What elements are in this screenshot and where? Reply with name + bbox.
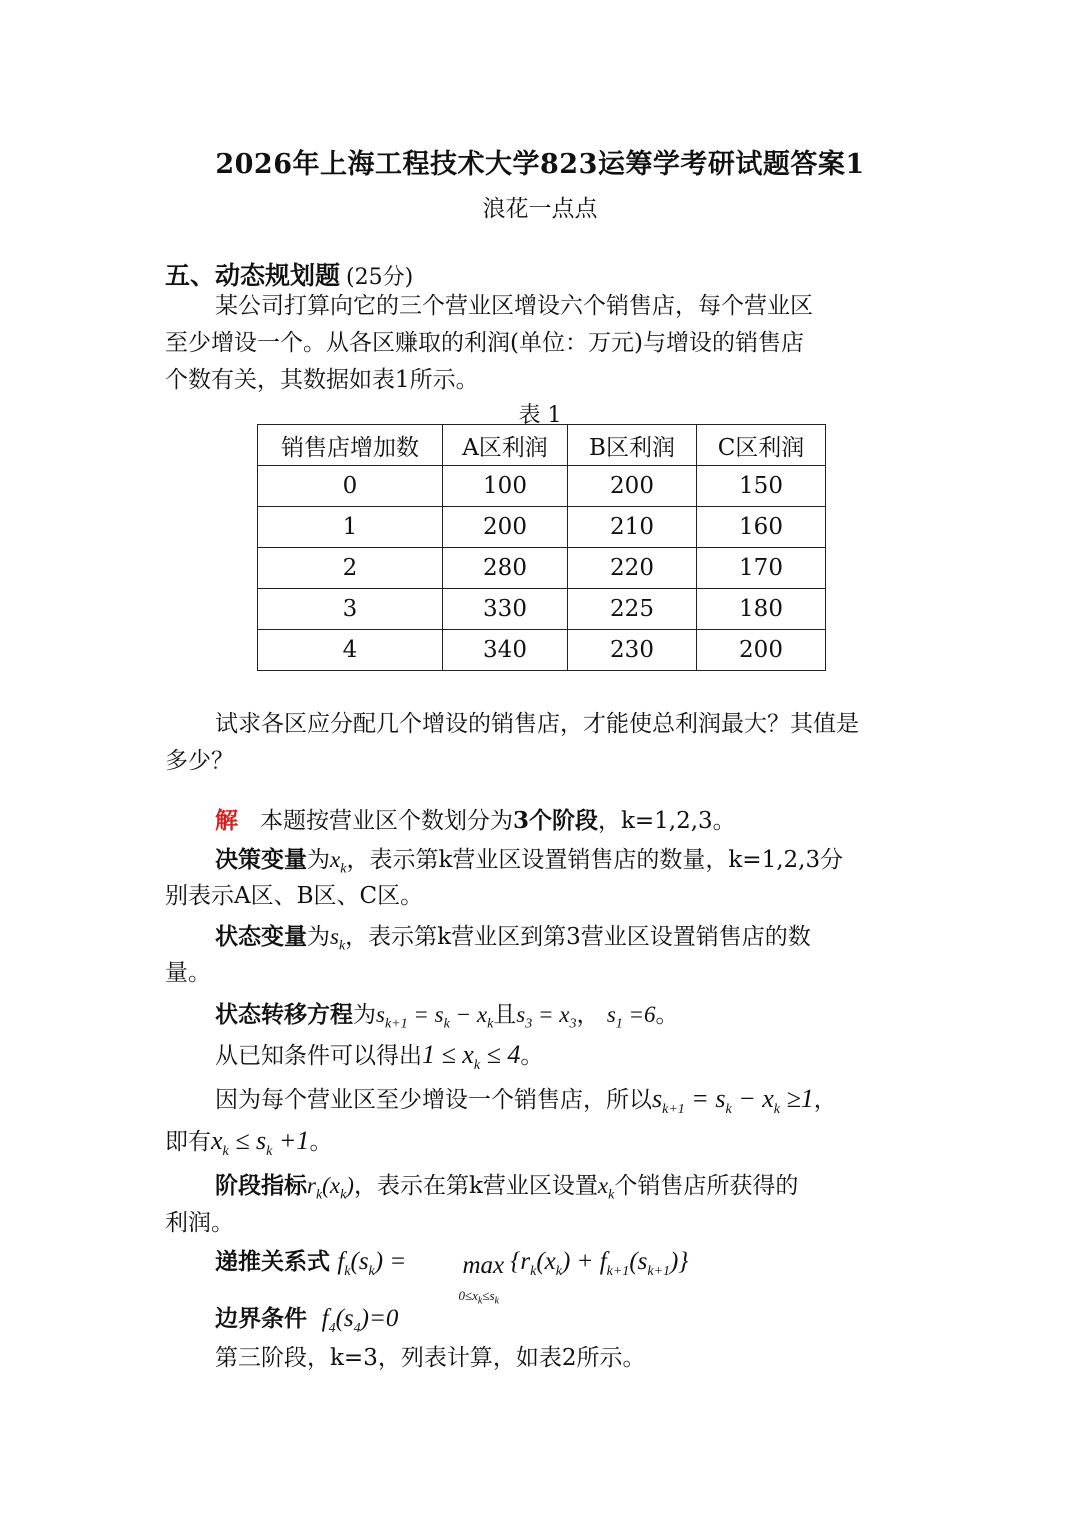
boundary-label: 边界条件: [215, 1305, 307, 1332]
solution-intro: [165, 802, 917, 840]
table-cell: 200: [443, 507, 568, 548]
state-text: ，表示第k营业区到第3营业区设置销售店的数: [345, 924, 811, 950]
formula-transition: $s_{k+1} = s_k - x_k$: [376, 1002, 494, 1032]
problem-line-3: 个数有关，其数据如表1所示。: [165, 367, 479, 393]
table-cell: 100: [443, 466, 568, 507]
table-cell: 180: [697, 589, 826, 630]
table-cell: 200: [568, 466, 697, 507]
transition-for: 为: [353, 1002, 376, 1028]
problem-line-2: 至少增设一个。从各区赚取的利润(单位：万元)与增设的销售店: [165, 330, 804, 356]
stage-index-line-2: 利润。: [165, 1210, 234, 1236]
table-cell: 150: [697, 466, 826, 507]
known-text: 从已知条件可以得出: [215, 1043, 422, 1069]
table-row: [258, 507, 826, 548]
because-line: 因为每个营业区至少增设一个销售店，所以$s_{k+1} = s_k - x_k \ge 1$，: [215, 1084, 837, 1118]
table-caption: 表 1: [518, 403, 562, 428]
table-cell: 1: [258, 507, 443, 548]
formula-boundary: $f_4(s_4)=0$: [321, 1305, 399, 1336]
table-header-cell: C区利润: [697, 425, 826, 466]
recursion-line: [165, 1243, 917, 1307]
section-title: 五、动态规划题: [165, 261, 341, 290]
table-cell: 3: [258, 589, 443, 630]
table-header-row: [258, 425, 826, 466]
transition-and: 且: [493, 1002, 517, 1028]
table-header-cell: A区利润: [443, 425, 568, 466]
because-text: 因为每个营业区至少增设一个销售店，所以: [215, 1087, 652, 1113]
table-cell: 280: [443, 548, 568, 589]
table-header-cell: B区利润: [568, 425, 697, 466]
section-points: (25分): [346, 265, 414, 290]
decision-label: 决策变量: [215, 846, 307, 873]
formula-xk-bound: $x_k \le s_k +1$: [211, 1126, 310, 1160]
third-stage-line: 第三阶段，k=3，列表计算，如表2所示。: [215, 1345, 646, 1371]
table-cell: 330: [443, 589, 568, 630]
table-cell: 340: [443, 630, 568, 671]
table-row: [258, 548, 826, 589]
problem-line-1: 某公司打算向它的三个营业区增设六个销售店，每个营业区: [215, 293, 813, 319]
table-header-cell: 销售店增加数: [258, 425, 443, 466]
table-cell: 160: [697, 507, 826, 548]
solution-stage-post: ，k=1,2,3。: [597, 808, 736, 834]
question-line-1: 试求各区应分配几个增设的销售店，才能使总利润最大？其值是: [215, 711, 859, 737]
author: 浪花一点点: [482, 196, 598, 222]
decision-text: ，表示第k营业区设置销售店的数量，k=1,2,3分: [346, 847, 844, 873]
solution-marker: 解: [215, 807, 238, 834]
decision-for: 为: [307, 847, 330, 873]
table-cell: 220: [568, 548, 697, 589]
formula-sk: $s_k$: [330, 924, 346, 954]
jiyou-text: 即有: [165, 1129, 211, 1155]
formula-s3: $s_3 = x_3$: [516, 1002, 577, 1032]
section-heading: [165, 256, 413, 292]
profit-table: [257, 424, 826, 671]
table-cell: 0: [258, 466, 443, 507]
recursion-label: 递推关系式: [215, 1248, 330, 1275]
formula-xk-2: $x_k$: [597, 1173, 615, 1203]
transition-label: 状态转移方程: [215, 1001, 353, 1028]
table-cell: 200: [697, 630, 826, 671]
table-row: [258, 589, 826, 630]
page-title: 2026年上海工程技术大学823运筹学考研试题答案1: [215, 149, 865, 180]
formula-range: $1 \le x_k \le 4$: [422, 1040, 521, 1074]
state-variable-line-2: 量。: [165, 960, 211, 986]
table-row: [258, 630, 826, 671]
formula-rk: $r_k(x_k)$: [307, 1173, 354, 1203]
solution-stage-bold: 3个阶段: [512, 807, 598, 834]
decision-variable-line-2: 别表示A区、B区、C区。: [165, 883, 424, 909]
formula-inequality: $s_{k+1} = s_k - x_k \ge 1$: [652, 1084, 814, 1118]
table-row: [258, 466, 826, 507]
transition-line: 状态转移方程为$s_{k+1} = s_k - x_k$且$s_3 = x_3$， $s_1 =6$。: [215, 1001, 679, 1032]
formula-s1: $s_1 =6$: [606, 1002, 656, 1032]
table-cell: 170: [697, 548, 826, 589]
table-cell: 210: [568, 507, 697, 548]
state-for: 为: [307, 924, 330, 950]
state-label: 状态变量: [215, 923, 307, 950]
solution-stage-pre: 本题按营业区个数划分为: [259, 808, 513, 834]
jiyou-line: 即有$x_k \le s_k +1$。: [165, 1126, 333, 1160]
stage-index-text-2: 个销售店所获得的: [614, 1173, 799, 1199]
formula-recursion: $f_k(s_k) = \max$ $0\le x_k\le s_k$ $\{r_k(x_k) + f_{k+1}(s_{k+1})\}$: [337, 1248, 689, 1307]
formula-xk: $x_k$: [330, 847, 347, 877]
stage-index-text-1: ，表示在第k营业区设置: [353, 1173, 598, 1199]
stage-index-label: 阶段指标: [215, 1172, 307, 1199]
table-cell: 4: [258, 630, 443, 671]
table-cell: 225: [568, 589, 697, 630]
question-line-2: 多少？: [165, 748, 234, 774]
known-condition-line: 从已知条件可以得出$1 \le x_k \le 4$。: [215, 1040, 544, 1074]
table-cell: 230: [568, 630, 697, 671]
table-cell: 2: [258, 548, 443, 589]
